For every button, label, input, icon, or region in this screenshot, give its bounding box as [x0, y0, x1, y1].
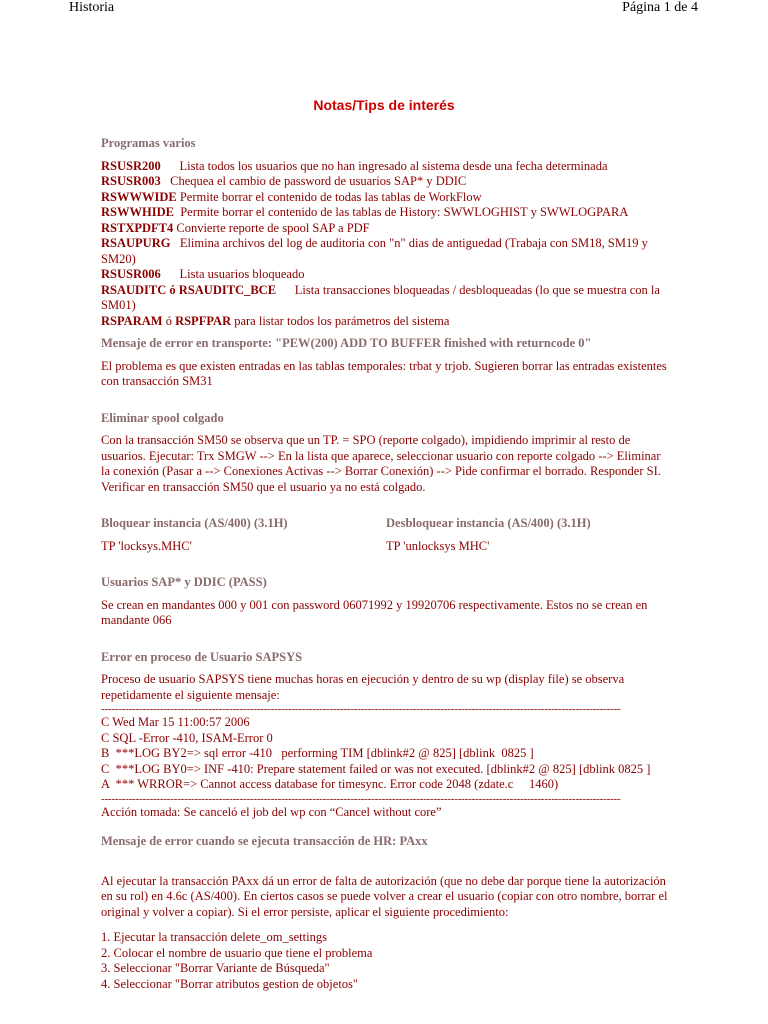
program-item: RSUSR200 Lista todos los usuarios que no han ingresado al sistema desde una fecha determinada	[101, 158, 608, 173]
hr-step: 1. Ejecutar la transacción delete_om_settings	[101, 930, 327, 944]
sapsys-action: Acción tomada: Se canceló el job del wp con “Cancel without core”	[101, 804, 442, 819]
transporte-text: El problema es que existen entradas en las tablas temporales: trbat y trjob. Sugieren borrar las entradas existentes con transacción SM31	[101, 358, 667, 388]
document-body	[101, 136, 671, 992]
program-item: RSWWHIDE Permite borrar el contenido de las tablas de History: SWWLOGHIST y SWWLOGPARA	[101, 205, 629, 219]
sapsys-heading: Error en proceso de Usuario SAPSYS	[101, 649, 303, 664]
program-item: RSWWWIDE Permite borrar el contenido de todas las tablas de WorkFlow	[101, 189, 482, 204]
header-page-number: Página 1 de 4	[622, 0, 698, 15]
bloquear-text: TP 'locksys.MHC'	[101, 538, 192, 553]
desbloquear-text: TP 'unlocksys MHC'	[386, 538, 490, 553]
log-line: B ***LOG BY2=> sql error -410 performing TIM [dblink#2 @ 825] [dblink 0825 ]	[101, 746, 534, 760]
log-line: C SQL -Error -410, ISAM-Error 0	[101, 730, 273, 745]
hr-step: 2. Colocar el nombre de usuario que tiene el problema	[101, 945, 373, 960]
spool-verify-text: Verificar en transacción SM50 que el usuario ya no está colgado.	[101, 479, 426, 494]
spool-text: Con la transacción SM50 se observa que un TP. = SPO (reporte colgado), impidiendo imprimir al resto de usuarios. Ejecutar: Trx SMGW --> En la lista que aparece, seleccionar usuario con reporte colgado --> Eliminar la conexión (Pasar a --> Conexiones Activas --> Borrar Conexión) --> Pide confirmar el borrado. Responder SI.	[101, 433, 661, 478]
sapsys-text: Proceso de usuario SAPSYS tiene muchas horas en ejecución y dentro de su wp (display file) se observa repetidamente el siguiente mensaje:	[101, 672, 625, 702]
program-item: RSAUDITC ó RSAUDITC_BCE Lista transacciones bloqueadas / desbloqueadas (lo que se muestra con la SM01)	[101, 282, 664, 312]
program-item: RSUSR003 Chequea el cambio de password de usuarios SAP* y DDIC	[101, 174, 467, 188]
divider: ------------------------------------------------------------------------------------------------------------------------------------------------------	[101, 792, 621, 805]
header-left: Historia	[69, 0, 115, 15]
usuarios-heading: Usuarios SAP* y DDIC (PASS)	[101, 575, 267, 589]
hr-text: Al ejecutar la transacción PAxx dá un error de falta de autorización (que no debe dar porque tiene la autorización en su rol) en 4.6c (AS/400). En ciertos casos se puede volver a crear el usuario (copiar con otro nombre, borrar el original y volver a copiar). Si el error persiste, aplicar el siguiente procedimiento:	[101, 873, 668, 919]
hr-heading: Mensaje de error cuando se ejecuta transacción de HR: PAxx	[101, 834, 428, 848]
hr-step: 3. Seleccionar "Borrar Variante de Búsqueda"	[101, 961, 330, 975]
program-item: RSAUPURG Elimina archivos del log de auditoria con "n" dias de antiguedad (Trabaja con SM18, SM19 y SM20)	[101, 236, 651, 266]
usuarios-text: Se crean en mandantes 000 y 001 con password 06071992 y 19920706 respectivamente. Estos no se crean en mandante 066	[101, 597, 648, 627]
divider: ------------------------------------------------------------------------------------------------------------------------------------------------------	[101, 703, 621, 715]
program-item: RSUSR006 Lista usuarios bloqueado	[101, 267, 305, 281]
program-item: RSPARAM ó RSPFPAR para listar todos los parámetros del sistema	[101, 313, 450, 328]
instancia-section	[101, 516, 671, 554]
log-line: C Wed Mar 15 11:00:57 2006	[101, 715, 250, 729]
page-title: Notas/Tips de interés	[313, 97, 455, 113]
program-item: RSTXPDFT4 Convierte reporte de spool SAP a PDF	[101, 220, 370, 235]
programas-heading: Programas varios	[101, 136, 196, 150]
log-line: A *** WRROR=> Cannot access database for timesync. Error code 2048 (zdate.c 1460)	[101, 777, 559, 791]
hr-step: 4. Seleccionar "Borrar atributos gestion de objetos"	[101, 976, 359, 991]
bloquear-heading: Bloquear instancia (AS/400) (3.1H)	[101, 516, 288, 530]
log-line: C ***LOG BY0=> INF -410: Prepare statement failed or was not executed. [dblink#2 @ 825] [dblink 0825 ]	[101, 761, 651, 776]
spool-heading: Eliminar spool colgado	[101, 410, 224, 425]
desbloquear-heading: Desbloquear instancia (AS/400) (3.1H)	[386, 516, 591, 530]
transporte-heading: Mensaje de error en transporte: "PEW(200) ADD TO BUFFER finished with returncode 0"	[101, 336, 592, 350]
